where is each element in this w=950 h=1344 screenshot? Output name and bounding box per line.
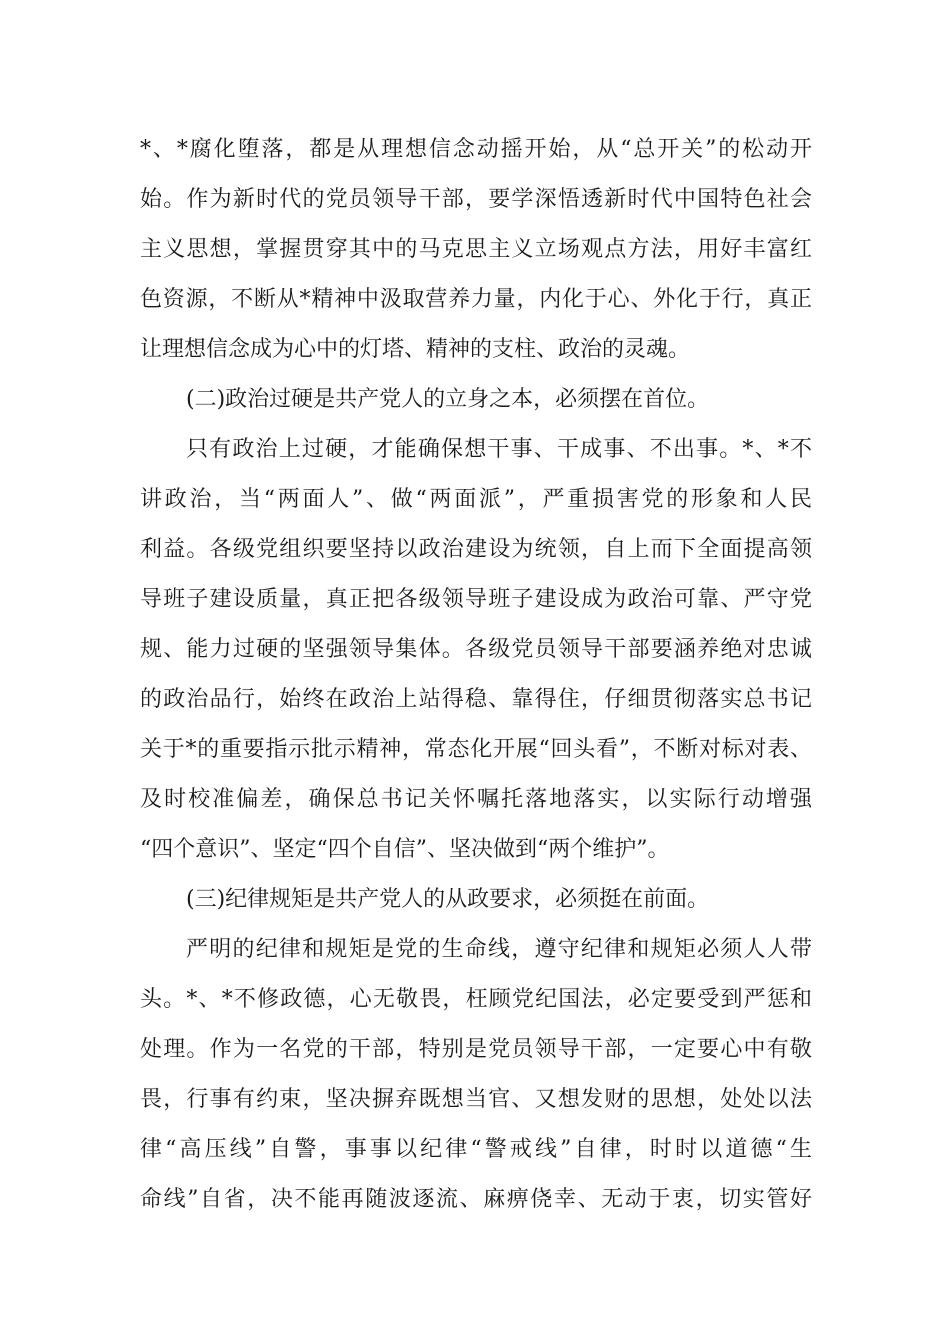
body-text-line: 规、能力过硬的坚强领导集体。各级党员领导干部要涵养绝对忠诚 <box>140 637 812 662</box>
section-heading: (三)纪律规矩是共产党人的从政要求，必须挺在前面。 <box>186 887 710 912</box>
body-text-line: 利益。各级党组织要坚持以政治建设为统领，自上而下全面提高领 <box>140 537 812 562</box>
body-text-line: 关于*的重要指示批示精神，常态化开展“回头看”，不断对标对表、 <box>140 737 812 762</box>
body-text-line: “四个意识”、坚定“四个自信”、坚决做到“两个维护”。 <box>140 837 670 862</box>
body-text-line: 处理。作为一名党的干部，特别是党员领导干部，一定要心中有敬 <box>140 1037 812 1062</box>
body-text-line: 讲政治，当“两面人”、做“两面派”，严重损害党的形象和人民 <box>140 487 812 512</box>
paragraph-first-line: 只有政治上过硬，才能确保想干事、干成事、不出事。*、*不 <box>186 437 812 462</box>
body-text-line: 色资源，不断从*精神中汲取营养力量，内化于心、外化于行，真正 <box>140 287 812 312</box>
body-text-line: 畏，行事有约束，坚决摒弃既想当官、又想发财的思想，处处以法 <box>140 1087 812 1112</box>
body-text-line: 命线”自省，决不能再随波逐流、麻痹侥幸、无动于衷，切实管好 <box>140 1187 812 1212</box>
body-text-line: 头。*、*不修政德，心无敬畏，枉顾党纪国法，必定要受到严惩和 <box>140 987 812 1012</box>
body-text-line: 导班子建设质量，真正把各级领导班子建设成为政治可靠、严守党 <box>140 587 812 612</box>
body-text-line: 律“高压线”自警，事事以纪律“警戒线”自律，时时以道德“生 <box>140 1137 812 1162</box>
paragraph-first-line: 严明的纪律和规矩是党的生命线，遵守纪律和规矩必须人人带 <box>186 937 812 962</box>
body-text-line: 及时校准偏差，确保总书记关怀嘱托落地落实，以实际行动增强 <box>140 787 812 812</box>
body-text-line: *、*腐化堕落，都是从理想信念动摇开始，从“总开关”的松动开 <box>140 137 812 162</box>
body-text-line: 让理想信念成为心中的灯塔、精神的支柱、政治的灵魂。 <box>140 337 691 362</box>
body-text-line: 主义思想，掌握贯穿其中的马克思主义立场观点方法，用好丰富红 <box>140 237 812 262</box>
body-text-line: 的政治品行，始终在政治上站得稳、靠得住，仔细贯彻落实总书记 <box>140 687 812 712</box>
section-heading: (二)政治过硬是共产党人的立身之本，必须摆在首位。 <box>186 387 710 412</box>
body-text-line: 始。作为新时代的党员领导干部，要学深悟透新时代中国特色社会 <box>140 187 812 212</box>
